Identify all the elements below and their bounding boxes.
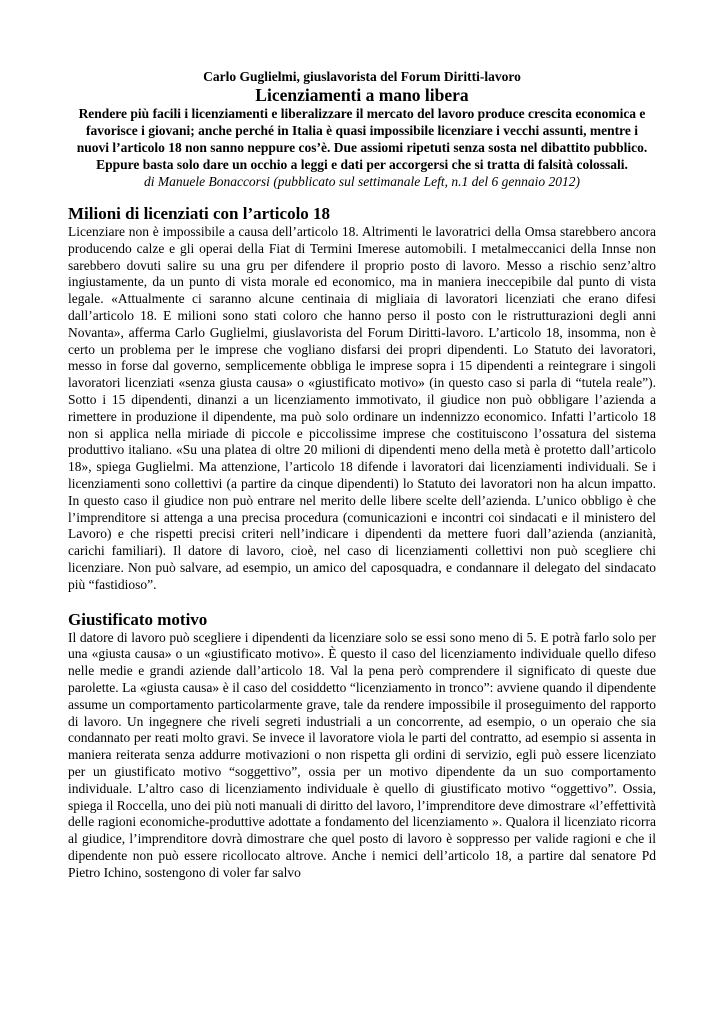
article-title: Licenziamenti a mano libera: [255, 85, 469, 105]
author-line: Carlo Guglielmi, giuslavorista del Forum Diritti-lavoro: [203, 69, 521, 84]
article-byline: di Manuele Bonaccorsi (pubblicato sul settimanale Left, n.1 del 6 gennaio 2012): [143, 174, 581, 189]
section-heading-giustificato-motivo: Giustificato motivo: [68, 609, 208, 629]
article-header: [68, 68, 656, 190]
section-body-giustificato-motivo: Il datore di lavoro può scegliere i dipendenti da licenziare solo se essi sono meno di 5. E potrà farlo solo per una «giusta causa» o un «giustificato motivo». È questo il caso del licenziamento individuale quello difeso nelle medie e grandi aziende dall’articolo 18. Val la pena però comprendere il significato di queste due parolette. La «giusta causa» è il caso del cosiddetto “licenziamento in tronco”: avviene quando il dipendente assume un comportamento particolarmente grave, tale da rendere impossibile il proseguimento del rapporto di lavoro. Un ingegnere che riveli segreti industriali a un concorrente, ad esempio, o un operaio che sia condannato per reati molto gravi. Se invece il lavoratore viola le parti del contratto, ad esempio si assenta in maniera reiterata senza addurre motivazioni o non rispetta gli ordini di servizio, egli può essere licenziato per un giustificato motivo “soggettivo”, ossia per un motivo dipendente da un suo comportamento individuale. L’altro caso di licenziamento individuale è quello di giustificato motivo “oggettivo”. Ossia, spiega il Roccella, uno dei più noti manuali di diritto del lavoro, l’imprenditore deve dimostrare «l’effettività delle ragioni economiche-produttive adottate a fondamento del licenziamento ». Qualora il licenziato ricorra al giudice, l’imprenditore dovrà dimostrare che quel posto di lavoro è soppresso per valide ragioni e che il dipendente non può essere ricollocato altrove. Anche i nemici dell’articolo 18, a partire dal senatore Pd Pietro Ichino, sostengono di voler far salvo: [68, 629, 656, 880]
section-heading-milioni-di-licenziati: Milioni di licenziati con l’articolo 18: [68, 204, 331, 223]
article-subtitle: Rendere più facili i licenziamenti e liberalizzare il mercato del lavoro produce crescita economica e favorisce i giovani; anche perché in Italia è quasi impossibile licenziare i vecchi assunti, mentre i nuovi l’articolo 18 non sanno neppure cos’è. Due assiomi ripetuti senza sosta nel dibattito pubblico. Eppure basta solo dare un occhio a leggi e dati per accorgersi che si tratta di falsità colossali.: [76, 106, 648, 172]
section-body-milioni-di-licenziati: Licenziare non è impossibile a causa dell’articolo 18. Altrimenti le lavoratrici della Omsa starebbero ancora producendo calze e gli operai della Fiat di Termini Imerese automobili. I metalmeccanici della Innse non sarebbero dovuti salire su una gru per difendere il proprio posto di lavoro. Messo a rischio senz’altro ingiustamente, da un punto di vista morale ed economico, ma in maniera ineccepibile dal punto di vista legale. «Attualmente ci saranno alcune centinaia di migliaia di lavoratori licenziati che erano difesi dall’articolo 18. E milioni sono stati coloro che hanno perso il posto con le ristrutturazioni degli anni Novanta», afferma Carlo Guglielmi, giuslavorista del Forum Diritti-lavoro. L’articolo 18, insomma, non è certo un problema per le imprese che vogliano disfarsi dei propri dipendenti. Lo Statuto dei lavoratori, messo in forse dal governo, semplicemente obbliga le imprese sopra i 15 dipendenti a reintegrare i singoli lavoratori licenziati «senza giusta causa» o «giustificato motivo» (in questo caso si parla di “tutela reale”). Sotto i 15 dipendenti, dinanzi a un licenziamento immotivato, il giudice non può obbligare l’azienda a rimettere in produzione il dipendente, ma può solo ordinare un indennizzo economico. Infatti l’articolo 18 non si applica nella miriade di piccole e piccolissime imprese che costituiscono l’ossatura del sistema produttivo italiano. «Su una platea di oltre 20 milioni di dipendenti meno della metà è protetto dall’articolo 18», spiega Guglielmi. Ma attenzione, l’articolo 18 difende i lavoratori dai licenziamenti individuali. Se i licenziamenti sono collettivi (a partire da cinque dipendenti) lo Statuto dei lavoratori non ha alcun impatto. In questo caso il giudice non può entrare nel merito delle libere scelte dell’azienda. L’unico obbligo è che l’imprenditore si attenga a una precisa procedura (comunicazioni e incontri coi sindacati e il ministero del Lavoro) e che rispetti precisi criteri nell’indicare i dipendenti da mettere fuori dall’azienda (anzianità, carichi familiari). Il datore di lavoro, cioè, nel caso di licenziamenti collettivi non può scegliere chi licenziare. Non può salvare, ad esempio, un amico del caposquadra, e condannare il delegato del sindacato più “fastidioso”.: [68, 224, 656, 592]
